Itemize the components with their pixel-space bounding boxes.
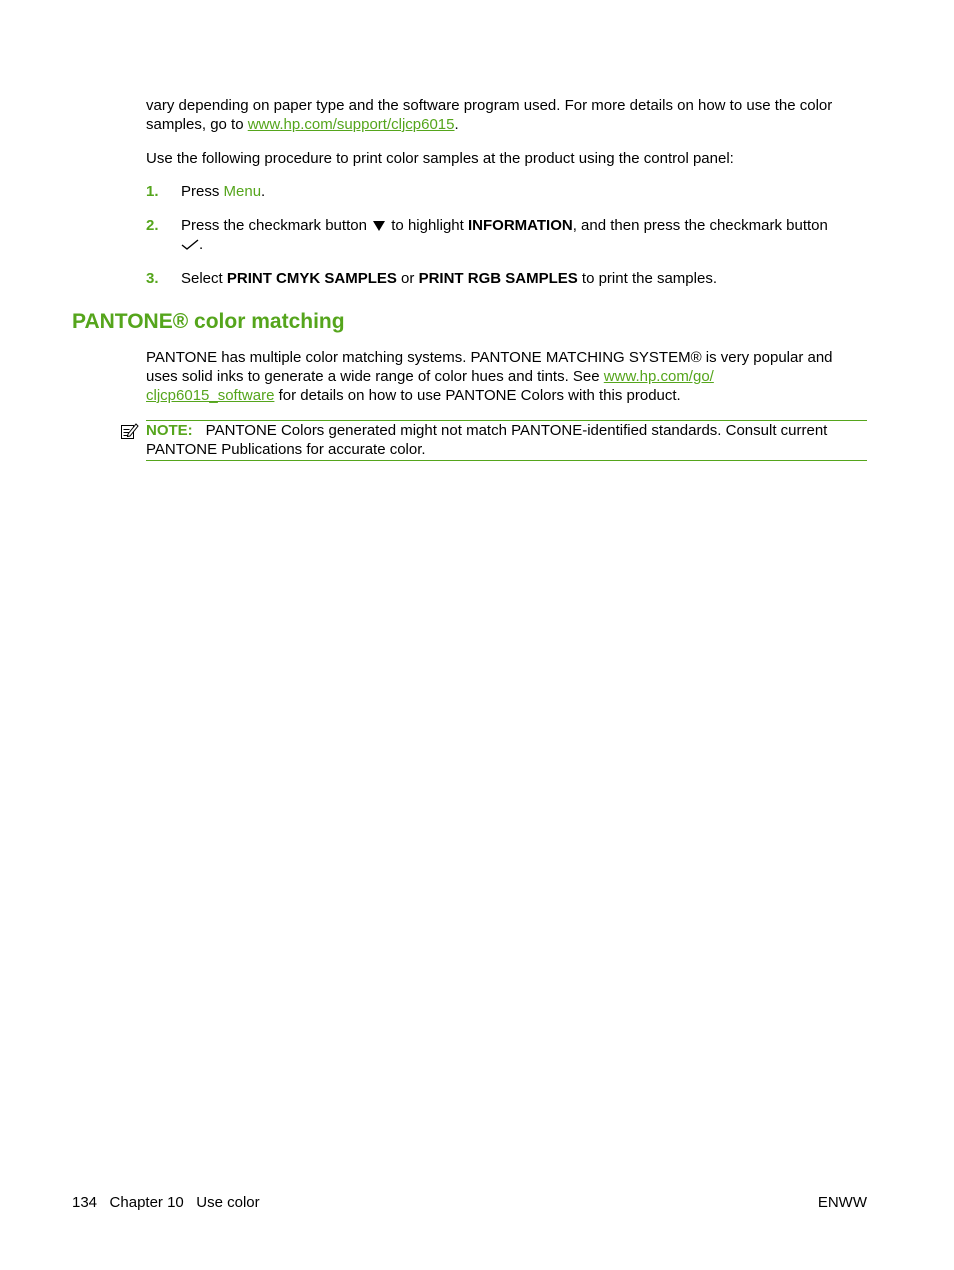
note-icon [119,421,139,441]
support-link[interactable]: www.hp.com/support/cljcp6015 [247,116,455,133]
note-box [146,420,867,461]
procedure-intro: Use the following procedure to print color samples at the product using the control panel: [146,150,734,167]
chapter-title: Use color [196,1194,260,1211]
step-text-mid: or [396,270,419,287]
section-text-end: for details on how to use PANTONE Colors with this product. [274,387,681,404]
rgb-label: PRINT RGB SAMPLES [418,270,578,287]
step-text-mid: to highlight [387,217,468,234]
cmyk-label: PRINT CMYK SAMPLES [226,270,397,287]
section-body [146,348,868,405]
section-heading: PANTONE® color matching [72,310,345,333]
step-body [181,269,868,288]
note-text: PANTONE Colors generated might not match PANTONE-identified standards. Consult current PANTONE Publications for accurate color. [146,422,828,458]
intro-paragraph [146,96,868,134]
step-body [181,182,868,201]
step-number: 2. [146,217,159,234]
pantone-software-link[interactable]: www.hp.com/go/ [603,368,714,385]
note-label: NOTE: [146,422,193,439]
step-text: Select [181,270,227,287]
step-text-post: , and then press the checkmark button [572,217,828,234]
intro-text: vary depending on paper type and the software program used. For more details on how to use the color samples, go to [146,97,833,133]
chapter-label: Chapter 10 [109,1194,184,1211]
intro-period: . [454,116,459,133]
step-number: 3. [146,270,159,287]
step-text-end: to print the samples. [577,270,717,287]
footer-left [72,1193,260,1212]
step-text: Press the checkmark button [181,217,372,234]
pantone-software-link-cont[interactable]: cljcp6015_software [146,387,275,404]
down-arrow-icon [373,221,385,231]
step-text-end: . [261,183,266,200]
menu-label: Menu [223,183,262,200]
step-text: Press [181,183,224,200]
information-label: INFORMATION [467,217,573,234]
footer-right: ENWW [817,1194,867,1211]
step-text-end: . [199,236,204,253]
section-text: PANTONE has multiple color matching systems. PANTONE MATCHING SYSTEM® is very popular and uses solid inks to generate a wide range of color hues and tints. See [146,349,833,385]
step-number: 1. [146,183,159,200]
step-body [181,216,868,254]
page-number: 134 [72,1194,98,1211]
checkmark-icon [181,239,199,251]
